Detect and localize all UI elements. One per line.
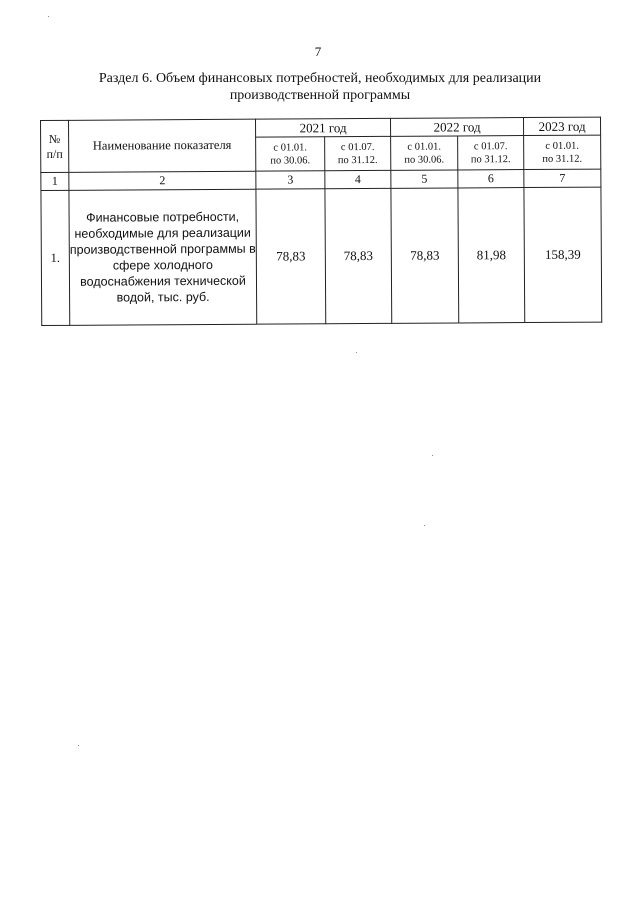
header-year-2023: 2023 год — [523, 117, 600, 135]
scan-speck — [432, 455, 433, 456]
header-period-2023: с 01.01. по 31.12. — [524, 135, 601, 169]
row-indicator-name: Финансовые потребности, необходимые для реализации производственной программы в сфере холодного водоснабжения технической водой, тыс. руб. — [69, 189, 257, 325]
value-2022-h1: 78,83 — [391, 188, 459, 323]
section-heading — [60, 70, 580, 104]
column-number-2: 2 — [69, 171, 256, 190]
page-number: 7 — [314, 44, 322, 59]
row-number: 1. — [41, 190, 70, 325]
header-year-2022: 2022 год — [390, 118, 523, 137]
header-period-2022-h2: с 01.07. по 31.12. — [458, 136, 524, 170]
column-number-6: 6 — [458, 170, 524, 188]
header-year-2021: 2021 год — [255, 118, 390, 137]
section-heading-line-2: производственной программы — [229, 88, 411, 103]
financial-needs-table — [40, 117, 602, 326]
header-indicator-name: Наименование показателя — [69, 119, 256, 172]
scan-speck — [424, 525, 425, 526]
section-heading-line-1: Раздел 6. Объем финансовых потребностей, необходимых для реализации — [98, 71, 542, 86]
header-period-2022-h1: с 01.01. по 30.06. — [391, 136, 458, 170]
column-number-4: 4 — [325, 170, 391, 188]
value-2023: 158,39 — [524, 187, 602, 322]
value-2021-h1: 78,83 — [256, 189, 326, 324]
column-number-5: 5 — [391, 170, 458, 188]
header-period-2021-h1: с 01.01. по 30.06. — [256, 137, 325, 171]
scan-speck — [78, 745, 79, 746]
column-number-7: 7 — [524, 169, 601, 187]
header-num: № п/п — [41, 120, 69, 172]
value-2021-h2: 78,83 — [325, 188, 392, 323]
scan-speck — [356, 352, 357, 353]
column-number-1: 1 — [41, 172, 69, 190]
column-number-3: 3 — [256, 171, 325, 189]
table-row — [41, 187, 602, 325]
scan-speck — [48, 16, 49, 17]
header-period-2021-h2: с 01.07. по 31.12. — [325, 136, 391, 170]
value-2022-h2: 81,98 — [458, 188, 525, 323]
